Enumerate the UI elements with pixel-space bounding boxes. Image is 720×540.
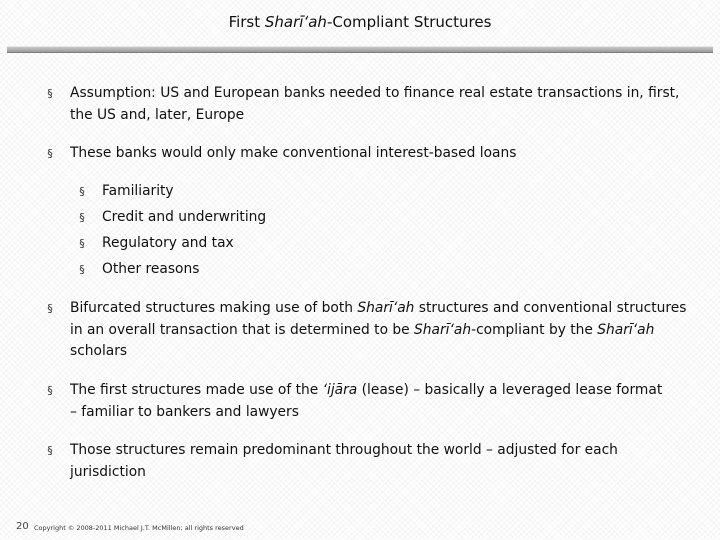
bullet-assumption [47, 83, 690, 126]
bullet-text-part: -compliant by the [471, 321, 598, 338]
bullet-text-part: structures and conventional structures in an overall transaction that is determined to be [70, 300, 687, 338]
bullet-bifurcated-structures [47, 298, 692, 363]
bullet-marker-icon: § [79, 263, 85, 276]
bullet-text-part: Bifurcated structures making use of both [70, 300, 358, 316]
bullet-marker-icon: § [47, 87, 53, 100]
title-text-start: First [228, 13, 265, 31]
sub-bullet-credit [79, 207, 662, 229]
sub-bullet-regulatory [79, 233, 662, 255]
bullet-text: Assumption: US and European banks needed to finance real estate transactions in, first, the US and, later, Europe [70, 85, 680, 123]
title-text-italic: Sharīʻah [264, 13, 327, 31]
bullet-text-part: scholars [70, 343, 128, 359]
bullet-marker-icon: § [47, 302, 53, 315]
bullet-ijara [47, 380, 670, 423]
sharia-term: Sharīʻah [357, 300, 415, 316]
bullet-text: Those structures remain predominant throughout the world – adjusted for each jurisdiction [70, 442, 618, 480]
sub-bullet-text: Regulatory and tax [102, 235, 234, 251]
bullet-marker-icon: § [79, 185, 85, 198]
bullet-marker-icon: § [79, 211, 85, 224]
sub-bullet-text: Familiarity [102, 183, 174, 199]
bullet-marker-icon: § [47, 444, 53, 457]
sharia-term: Sharīʻah [414, 321, 472, 338]
sharia-term: Sharīʻah [597, 321, 655, 338]
sub-bullet-text: Other reasons [102, 261, 200, 277]
bullet-predominant [47, 440, 670, 483]
sub-bullet-other [79, 259, 662, 281]
bullet-marker-icon: § [47, 384, 53, 397]
ijara-term: ʻijāra [322, 382, 358, 398]
slide-title [0, 13, 720, 31]
sub-bullet-familiarity [79, 181, 662, 203]
copyright-notice: Copyright © 2008-2011 Michael J.T. McMillen; all rights reserved [34, 524, 244, 532]
title-divider [7, 46, 713, 53]
bullet-text: These banks would only make conventional interest-based loans [70, 145, 517, 161]
page-number: 20 [16, 521, 29, 532]
bullet-text-part: The first structures made use of the [70, 382, 323, 398]
bullet-marker-icon: § [79, 237, 85, 250]
bullet-conventional-loans [47, 143, 690, 165]
sub-bullet-text: Credit and underwriting [102, 209, 267, 225]
bullet-text-part: (lease) – basically a leveraged lease format – familiar to bankers and lawyers [70, 382, 663, 420]
bullet-marker-icon: § [47, 147, 53, 160]
title-text-end: -Compliant Structures [326, 13, 492, 31]
